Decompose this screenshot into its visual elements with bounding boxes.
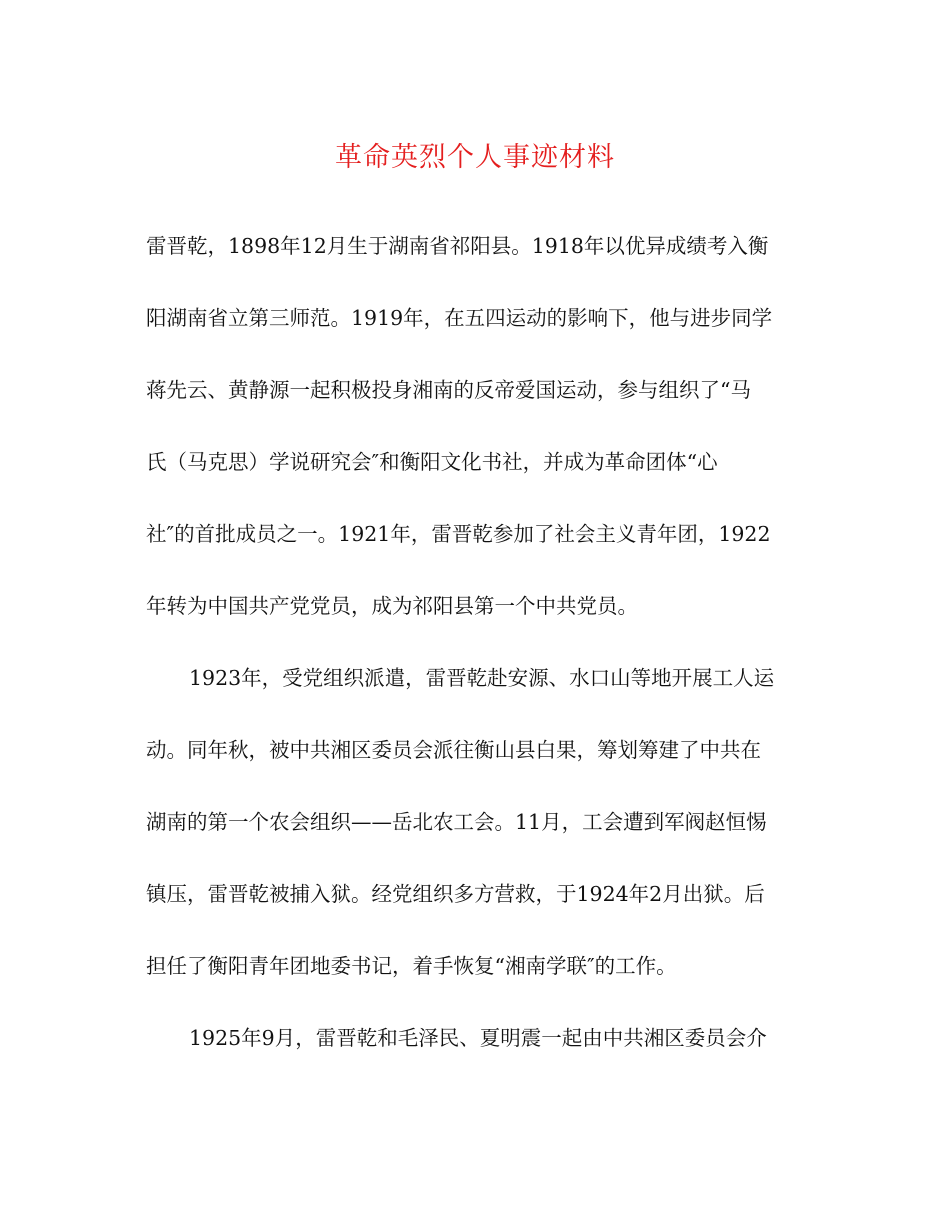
- body-line: 镇压，雷晋乾被捕入狱。经党组织多方营救，于1924年2月出狱。后: [146, 882, 765, 906]
- body-line: 动。同年秋，被中共湘区委员会派往衡山县白果，筹划筹建了中共在: [146, 738, 761, 762]
- body-line: 蒋先云、黄静源一起积极投身湘南的反帝爱国运动，参与组织了“马: [146, 378, 751, 402]
- body-line: 雷晋乾，1898年12月生于湖南省祁阳县。1918年以优异成绩考入衡: [146, 234, 769, 258]
- body-line: 担任了衡阳青年团地委书记，着手恢复“湘南学联″的工作。: [146, 954, 677, 978]
- document-title: 革命英烈个人事迹材料: [335, 142, 615, 173]
- body-line: 氏（马克思）学说研究会″和衡阳文化书社，并成为革命团体“心: [146, 450, 718, 474]
- body-line: 1923年，受党组织派遣，雷晋乾赴安源、水口山等地开展工人运: [189, 666, 775, 690]
- body-line: 年转为中国共产党党员，成为祁阳县第一个中共党员。: [146, 594, 638, 618]
- body-line: 阳湖南省立第三师范。1919年，在五四运动的影响下，他与进步同学: [146, 306, 773, 330]
- body-line: 社″的首批成员之一。1921年，雷晋乾参加了社会主义青年团，1922: [146, 522, 771, 546]
- body-line: 湖南的第一个农会组织——岳北农工会。11月，工会遭到军阀赵恒惕: [146, 810, 767, 834]
- body-line: 1925年9月，雷晋乾和毛泽民、夏明震一起由中共湘区委员会介: [189, 1026, 767, 1050]
